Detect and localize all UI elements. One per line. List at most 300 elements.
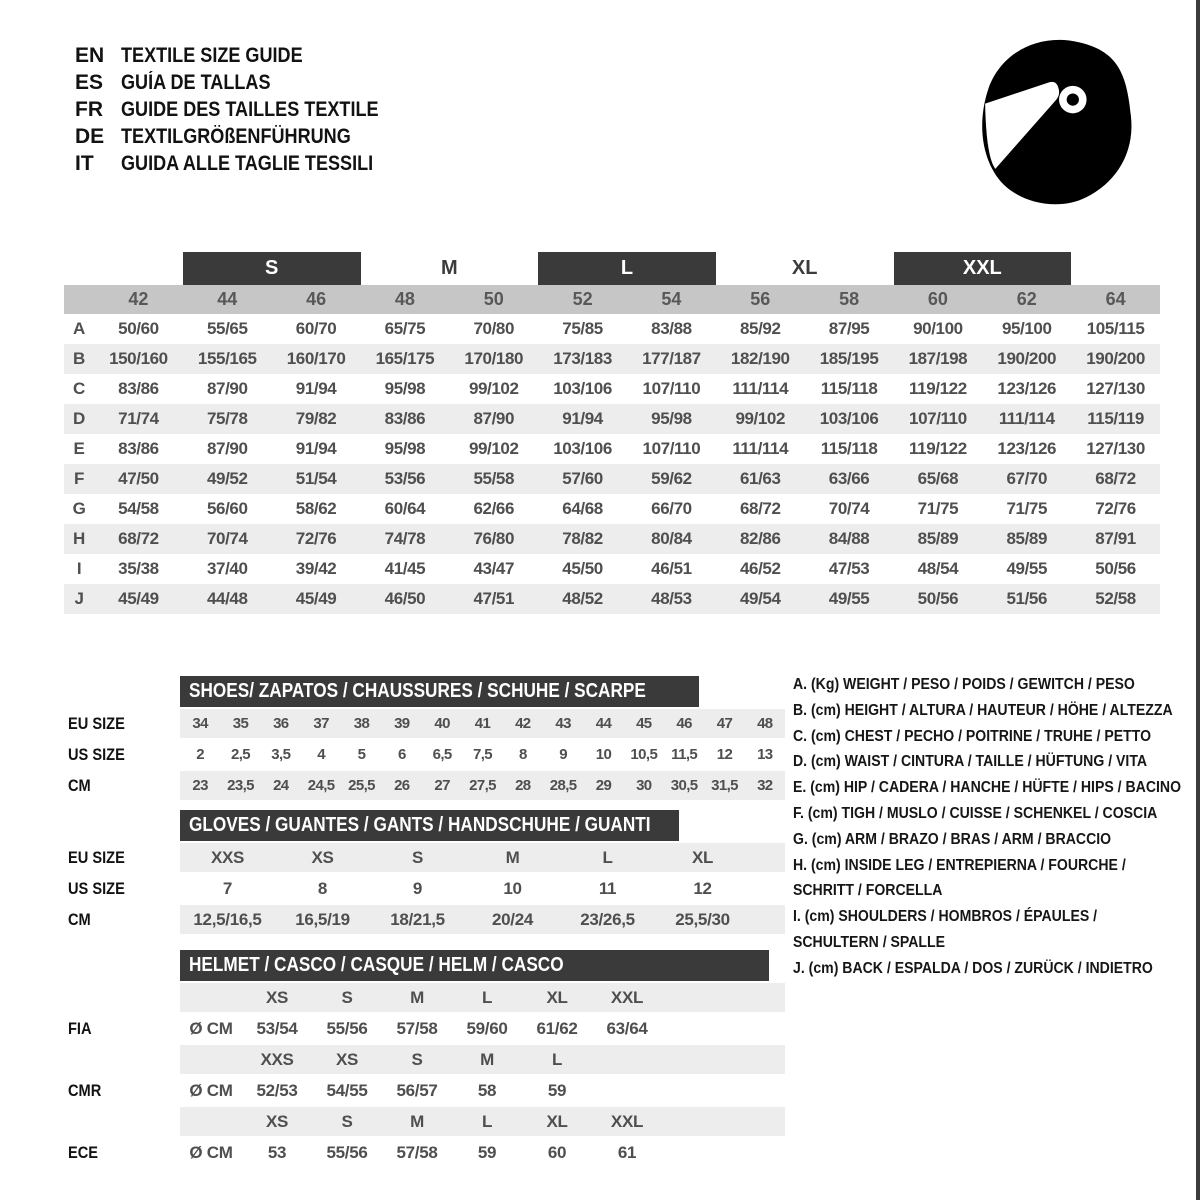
section-data-row: [68, 1107, 785, 1136]
size-number-cell: 60: [927, 289, 948, 309]
shoes-cell: 27: [434, 777, 450, 794]
shoes-cell: 28: [515, 777, 531, 794]
size-value-cell: 71/75: [917, 499, 959, 518]
legend-item-b: B. (cm) HEIGHT / ALTURA / HAUTEUR / HÖHE / ALTEZZA: [793, 701, 1173, 719]
size-group-xxl: XXL: [894, 252, 1072, 285]
measurement-row-i: [64, 554, 1160, 584]
size-value-cell: 49/55: [828, 589, 870, 608]
size-value-cell: 123/126: [997, 439, 1057, 458]
helmet-size-cell: XL: [546, 987, 568, 1007]
size-value-cell: 72/76: [295, 529, 337, 548]
size-value-cell: 51/54: [295, 469, 337, 488]
size-number-cell: 46: [306, 289, 327, 309]
size-value-cell: 119/122: [909, 379, 967, 398]
helmet-value-cell: 58: [477, 1080, 497, 1100]
size-value-cell: 83/86: [118, 379, 159, 398]
size-value-cell: 43/47: [473, 559, 515, 578]
gloves-cell: 7: [222, 878, 233, 898]
size-value-cell: 53/56: [384, 469, 426, 488]
helmet-value-cell: 54/55: [326, 1080, 368, 1100]
gloves-cell: 12: [693, 878, 712, 898]
helmet-size-cell: S: [341, 987, 353, 1007]
size-value-cell: 87/90: [206, 379, 248, 398]
language-title: GUÍA DE TALLAS: [121, 71, 271, 94]
size-value-cell: 80/84: [651, 529, 692, 548]
measurement-row-j: [64, 584, 1160, 614]
size-group-row: [64, 252, 1160, 285]
row-letter: C: [73, 379, 85, 398]
size-value-cell: 45/50: [562, 559, 603, 578]
size-value-cell: 48/52: [562, 589, 603, 608]
size-value-cell: 59/62: [651, 469, 692, 488]
helmet-size-cell: S: [411, 1049, 423, 1069]
row-letter: B: [73, 349, 85, 368]
language-row: [75, 150, 420, 177]
size-value-cell: 70/74: [206, 529, 248, 548]
gloves-header: [180, 810, 679, 841]
section-header-row: [68, 950, 785, 981]
size-value-cell: 115/118: [820, 439, 878, 458]
shoes-cell: 5: [357, 746, 366, 763]
row-label-ece: [68, 1143, 180, 1163]
shoes-cell: 37: [313, 715, 329, 732]
size-value-cell: 60/70: [295, 319, 337, 338]
gloves-cell: 20/24: [491, 909, 534, 929]
size-value-cell: 72/76: [1095, 499, 1136, 518]
helmet-value-cell: 53/54: [256, 1018, 298, 1038]
page-edge-artifact: [1196, 0, 1200, 1200]
size-value-cell: 177/187: [642, 349, 701, 368]
helmet-header: [180, 950, 769, 981]
shoes-cell: 36: [273, 715, 289, 732]
row-label-eu-size: [68, 848, 180, 868]
helmet-value-cell: 57/58: [396, 1018, 438, 1038]
shoes-header: [180, 676, 699, 707]
size-value-cell: 55/65: [206, 319, 248, 338]
size-group-xl: XL: [791, 257, 818, 279]
gloves-cell: 8: [317, 878, 328, 898]
data-cells: [180, 771, 785, 800]
legend-item-i: I. (cm) SHOULDERS / HOMBROS / ÉPAULES /: [793, 908, 1098, 926]
gloves-cell: 10: [503, 878, 522, 898]
size-value-cell: 47/51: [473, 589, 515, 608]
gloves-cell: XXS: [210, 847, 245, 867]
size-value-cell: 91/94: [562, 409, 603, 428]
data-cells: [180, 1138, 785, 1167]
size-value-cell: 54/58: [118, 499, 159, 518]
size-value-cell: 103/106: [553, 439, 612, 458]
size-value-cell: 83/88: [651, 319, 692, 338]
row-label-eu-size: [68, 714, 180, 734]
size-value-cell: 111/114: [732, 379, 789, 398]
size-value-cell: 95/98: [651, 409, 692, 428]
section-header-row: [68, 676, 785, 707]
gloves-cell: M: [505, 847, 520, 867]
shoes-cell: 10: [595, 746, 612, 763]
size-value-cell: 123/126: [997, 379, 1057, 398]
language-code: ES: [75, 71, 104, 94]
size-value-cell: 99/102: [468, 439, 519, 458]
size-value-cell: 75/78: [206, 409, 248, 428]
legend-item-h: H. (cm) INSIDE LEG / ENTREPIERNA / FOURCHE /: [793, 856, 1126, 874]
gloves-cell: 23/26,5: [580, 909, 635, 929]
language-row: [75, 96, 420, 123]
size-value-cell: 41/45: [384, 559, 426, 578]
gloves-cell: XS: [311, 847, 334, 867]
helmet-size-cell: XL: [546, 1111, 568, 1131]
data-cells: [180, 709, 785, 738]
size-group-s: S: [183, 252, 361, 285]
size-value-cell: 50/56: [917, 589, 959, 608]
size-value-cell: 50/60: [118, 319, 159, 338]
size-value-cell: 91/94: [295, 439, 337, 458]
size-value-cell: 173/183: [553, 349, 612, 368]
helmet-size-cell: L: [481, 987, 493, 1007]
language-code: EN: [75, 44, 105, 67]
shoes-cell: 4: [317, 746, 326, 763]
row-letter: E: [73, 439, 85, 458]
shoes-cell: 26: [394, 777, 410, 794]
helmet-value-cell: 56/57: [396, 1080, 438, 1100]
size-value-cell: 45/49: [118, 589, 159, 608]
helmet-value-cell: 59: [547, 1080, 567, 1100]
size-value-cell: 47/53: [828, 559, 870, 578]
gloves-cell: 18/21,5: [390, 909, 445, 929]
legend-item-g: G. (cm) ARM / BRAZO / BRAS / ARM / BRACCIO: [793, 830, 1112, 848]
size-number-cell: 58: [839, 289, 860, 309]
gloves-cell: XL: [691, 847, 714, 867]
size-value-cell: 75/85: [562, 319, 603, 338]
size-value-cell: 85/92: [739, 319, 781, 338]
section-data-row: [68, 905, 785, 934]
row-label-text: US SIZE: [68, 744, 125, 764]
size-number-cell: 44: [217, 289, 238, 309]
data-cells: [180, 1076, 785, 1105]
size-value-cell: 37/40: [206, 559, 248, 578]
shoes-cell: 47: [716, 715, 733, 732]
size-number-cell: 50: [483, 289, 504, 309]
data-cells: [180, 1107, 785, 1136]
measurement-row-b: [64, 344, 1160, 374]
size-value-cell: 62/66: [473, 499, 515, 518]
gloves-cell: 11: [598, 878, 617, 898]
row-letter: G: [72, 499, 86, 518]
size-value-cell: 111/114: [732, 439, 789, 458]
section-data-row: [68, 771, 785, 800]
section-data-row: [68, 740, 785, 769]
size-value-cell: 107/110: [909, 409, 967, 428]
row-label-text: EU SIZE: [68, 713, 125, 733]
size-value-cell: 85/89: [917, 529, 959, 548]
shoes-cell: 12: [716, 746, 733, 763]
legend-item-continuation: SCHULTERN / SPALLE: [793, 933, 946, 951]
helmet-size-cell: M: [410, 987, 424, 1007]
size-value-cell: 84/88: [828, 529, 870, 548]
language-row: [75, 42, 420, 69]
helmet-value-cell: 60: [547, 1142, 567, 1162]
size-value-cell: 127/130: [1086, 379, 1145, 398]
helmet-size-cell: L: [481, 1111, 493, 1131]
size-value-cell: 103/106: [819, 409, 879, 428]
row-label-text: FIA: [68, 1018, 92, 1038]
size-value-cell: 85/89: [1006, 529, 1048, 548]
shoes-cell: 45: [636, 715, 652, 732]
section-data-row: [68, 1138, 785, 1167]
shoes-cell: 25,5: [348, 777, 375, 794]
size-value-cell: 87/90: [473, 409, 515, 428]
shoes-cell: 43: [555, 715, 571, 732]
shoes-cell: 35: [232, 715, 249, 732]
size-value-cell: 95/98: [384, 439, 426, 458]
size-value-cell: 46/52: [739, 559, 781, 578]
language-code: IT: [75, 152, 94, 175]
shoes-cell: 24: [273, 777, 289, 794]
measurement-row-f: [64, 464, 1160, 494]
size-value-cell: 67/70: [1006, 469, 1048, 488]
size-value-cell: 55/58: [473, 469, 515, 488]
shoes-cell: 2,5: [230, 746, 251, 763]
size-value-cell: 83/86: [384, 409, 426, 428]
size-value-cell: 127/130: [1086, 439, 1145, 458]
data-cells: [180, 1014, 785, 1043]
shoes-cell: 3,5: [271, 746, 291, 763]
size-value-cell: 48/54: [917, 559, 959, 578]
size-value-cell: 91/94: [295, 379, 337, 398]
helmet-size-cell: XS: [265, 1111, 289, 1131]
row-label-cmr: [68, 1081, 180, 1101]
size-value-cell: 65/75: [384, 319, 426, 338]
size-group-l: L: [538, 252, 716, 285]
gloves-header-title: GLOVES / GUANTES / GANTS / HANDSCHUHE / GUANTI: [189, 814, 651, 836]
gloves-cell: S: [411, 847, 424, 867]
helmet-value-cell: 63/64: [606, 1018, 648, 1038]
row-letter: D: [73, 409, 85, 428]
data-cells: [180, 843, 785, 872]
size-value-cell: 187/198: [908, 349, 968, 368]
measurement-legend: [793, 672, 1182, 982]
shoes-cell: 32: [757, 777, 773, 794]
helmet-value-cell: 55/56: [326, 1018, 368, 1038]
size-value-cell: 50/56: [1095, 559, 1136, 578]
measurement-row-e: [64, 434, 1160, 464]
shoes-cell: 10,5: [630, 746, 658, 763]
size-number-cell: 56: [750, 289, 771, 309]
language-title: TEXTILE SIZE GUIDE: [121, 44, 303, 67]
language-row: [75, 69, 420, 96]
size-number-cell: 54: [661, 289, 682, 309]
legend-item-e: E. (cm) HIP / CADERA / HANCHE / HÜFTE / HIPS / BACINO: [793, 779, 1182, 797]
shoes-cell: 31,5: [711, 777, 738, 794]
shoes-cell: 28,5: [549, 777, 577, 794]
size-value-cell: 170/180: [464, 349, 524, 368]
unit-cell: Ø CM: [189, 1080, 233, 1100]
row-letter: F: [74, 469, 84, 488]
size-value-cell: 66/70: [651, 499, 692, 518]
row-label-text: ECE: [68, 1142, 99, 1162]
size-value-cell: 71/75: [1006, 499, 1048, 518]
shoes-cell: 34: [192, 715, 208, 732]
helmet-value-cell: 61/62: [536, 1018, 578, 1038]
size-value-cell: 46/51: [651, 559, 692, 578]
size-value-cell: 103/106: [553, 379, 612, 398]
helmet-value-cell: 52/53: [256, 1080, 298, 1100]
size-value-cell: 79/82: [295, 409, 337, 428]
row-label-text: EU SIZE: [68, 847, 125, 867]
size-number-cell: 62: [1016, 289, 1037, 309]
shoes-cell: 48: [757, 715, 773, 732]
shoes-cell: 7,5: [472, 746, 493, 763]
measurement-row-c: [64, 374, 1160, 404]
unit-cell: Ø CM: [189, 1142, 233, 1162]
section-data-row: [68, 709, 785, 738]
gloves-cell: 16,5/19: [295, 909, 350, 929]
section-data-row: [68, 1014, 785, 1043]
helmet-size-cell: L: [551, 1049, 563, 1069]
shoes-cell: 46: [676, 715, 692, 732]
shoes-cell: 44: [595, 715, 612, 732]
accessory-tables: [68, 676, 785, 1169]
size-value-cell: 47/50: [118, 469, 159, 488]
shoes-cell: 6: [397, 746, 406, 763]
data-cells: [180, 1045, 785, 1074]
row-label-text: US SIZE: [68, 878, 125, 898]
size-value-cell: 160/170: [286, 349, 346, 368]
row-label-us-size: [68, 745, 180, 765]
size-value-cell: 111/114: [998, 409, 1055, 428]
size-value-cell: 61/63: [739, 469, 781, 488]
size-value-cell: 87/95: [828, 319, 870, 338]
size-value-cell: 68/72: [1095, 469, 1136, 488]
unit-cell: Ø CM: [189, 1018, 233, 1038]
size-value-cell: 99/102: [468, 379, 519, 398]
size-value-cell: 63/66: [828, 469, 870, 488]
size-number-cell: 48: [394, 289, 415, 309]
helmet-value-cell: 61: [617, 1142, 637, 1162]
size-value-cell: 115/119: [1087, 409, 1144, 428]
shoes-cell: 40: [434, 715, 450, 732]
size-number-cell: 64: [1105, 289, 1126, 309]
size-value-cell: 90/100: [913, 319, 963, 338]
shoes-cell: 38: [353, 715, 370, 732]
legend-item-c: C. (cm) CHEST / PECHO / POITRINE / TRUHE / PETTO: [793, 727, 1152, 745]
shoes-header-title: SHOES/ ZAPATOS / CHAUSSURES / SCHUHE / SCARPE: [189, 680, 646, 702]
size-value-cell: 58/62: [295, 499, 337, 518]
section-header-row: [68, 810, 785, 841]
size-value-cell: 57/60: [562, 469, 603, 488]
size-value-cell: 150/160: [109, 349, 168, 368]
helmet-size-cell: S: [341, 1111, 353, 1131]
size-value-cell: 105/115: [1086, 319, 1145, 338]
shoes-cell: 9: [559, 746, 568, 763]
size-value-cell: 182/190: [730, 349, 790, 368]
language-title: GUIDE DES TAILLES TEXTILE: [121, 98, 379, 121]
row-label-cm: [68, 910, 180, 930]
size-value-cell: 185/195: [819, 349, 879, 368]
section-data-row: [68, 983, 785, 1012]
data-cells: [180, 740, 785, 769]
size-value-cell: 68/72: [739, 499, 781, 518]
size-value-cell: 99/102: [735, 409, 786, 428]
row-letter: A: [73, 319, 85, 338]
section-data-row: [68, 1076, 785, 1105]
shoes-cell: 39: [394, 715, 410, 732]
language-title: TEXTILGRÖßENFÜHRUNG: [121, 125, 351, 148]
size-value-cell: 49/54: [739, 589, 781, 608]
shoes-cell: 23,5: [227, 777, 254, 794]
size-value-cell: 95/98: [384, 379, 426, 398]
shoes-cell: 29: [595, 777, 612, 794]
size-value-cell: 74/78: [384, 529, 426, 548]
data-cells: [180, 874, 785, 903]
data-cells: [180, 905, 785, 934]
language-title: GUIDA ALLE TAGLIE TESSILI: [121, 152, 374, 175]
size-value-cell: 190/200: [1086, 349, 1145, 368]
legend-item-continuation: SCHRITT / FORCELLA: [793, 882, 943, 900]
size-number-cell: 42: [128, 289, 149, 309]
language-code: FR: [75, 98, 103, 121]
helmet-icon: [978, 36, 1136, 213]
shoes-cell: 41: [474, 715, 491, 732]
helmet-value-cell: 55/56: [326, 1142, 368, 1162]
row-letter: J: [74, 589, 84, 608]
shoes-cell: 6,5: [432, 746, 452, 763]
size-value-cell: 44/48: [206, 589, 248, 608]
shoes-cell: 11,5: [671, 746, 698, 763]
size-value-cell: 65/68: [917, 469, 959, 488]
size-value-cell: 60/64: [384, 499, 426, 518]
section-data-row: [68, 843, 785, 872]
shoes-cell: 30: [636, 777, 652, 794]
shoes-cell: 30,5: [670, 777, 698, 794]
size-number-cell: 52: [572, 289, 593, 309]
legend-item-f: F. (cm) TIGH / MUSLO / CUISSE / SCHENKEL / COSCIA: [793, 804, 1158, 822]
helmet-value-cell: 53: [267, 1142, 287, 1162]
data-cells: [180, 983, 785, 1012]
size-value-cell: 48/53: [651, 589, 692, 608]
size-value-cell: 70/80: [473, 319, 515, 338]
section-data-row: [68, 874, 785, 903]
section-data-row: [68, 1045, 785, 1074]
size-value-cell: 87/91: [1095, 529, 1136, 548]
row-label-text: CMR: [68, 1080, 102, 1100]
row-letter: I: [76, 559, 82, 578]
row-label-text: CM: [68, 775, 91, 795]
size-value-cell: 165/175: [375, 349, 435, 368]
legend-item-d: D. (cm) WAIST / CINTURA / TAILLE / HÜFTUNG / VITA: [793, 753, 1148, 771]
size-value-cell: 49/52: [206, 469, 248, 488]
legend-item-a: A. (Kg) WEIGHT / PESO / POIDS / GEWITCH / PESO: [793, 676, 1135, 693]
row-label-cm: [68, 776, 180, 796]
size-value-cell: 71/74: [118, 409, 159, 428]
size-value-cell: 51/56: [1006, 589, 1048, 608]
shoes-cell: 13: [757, 746, 773, 763]
textile-size-table: [64, 252, 1160, 614]
shoes-cell: 2: [196, 746, 205, 763]
helmet-size-cell: XS: [265, 987, 289, 1007]
gloves-cell: L: [602, 847, 613, 867]
size-value-cell: 45/49: [295, 589, 337, 608]
helmet-size-cell: XXS: [260, 1049, 294, 1069]
size-value-cell: 56/60: [206, 499, 248, 518]
size-value-cell: 52/58: [1095, 589, 1136, 608]
size-value-cell: 155/165: [197, 349, 257, 368]
helmet-size-cell: XXL: [610, 1111, 644, 1131]
size-number-row: [64, 285, 1160, 314]
helmet-size-cell: XS: [335, 1049, 359, 1069]
helmet-header-title: HELMET / CASCO / CASQUE / HELM / CASCO: [189, 954, 564, 976]
size-value-cell: 76/80: [473, 529, 515, 548]
size-value-cell: 95/100: [1001, 319, 1052, 338]
